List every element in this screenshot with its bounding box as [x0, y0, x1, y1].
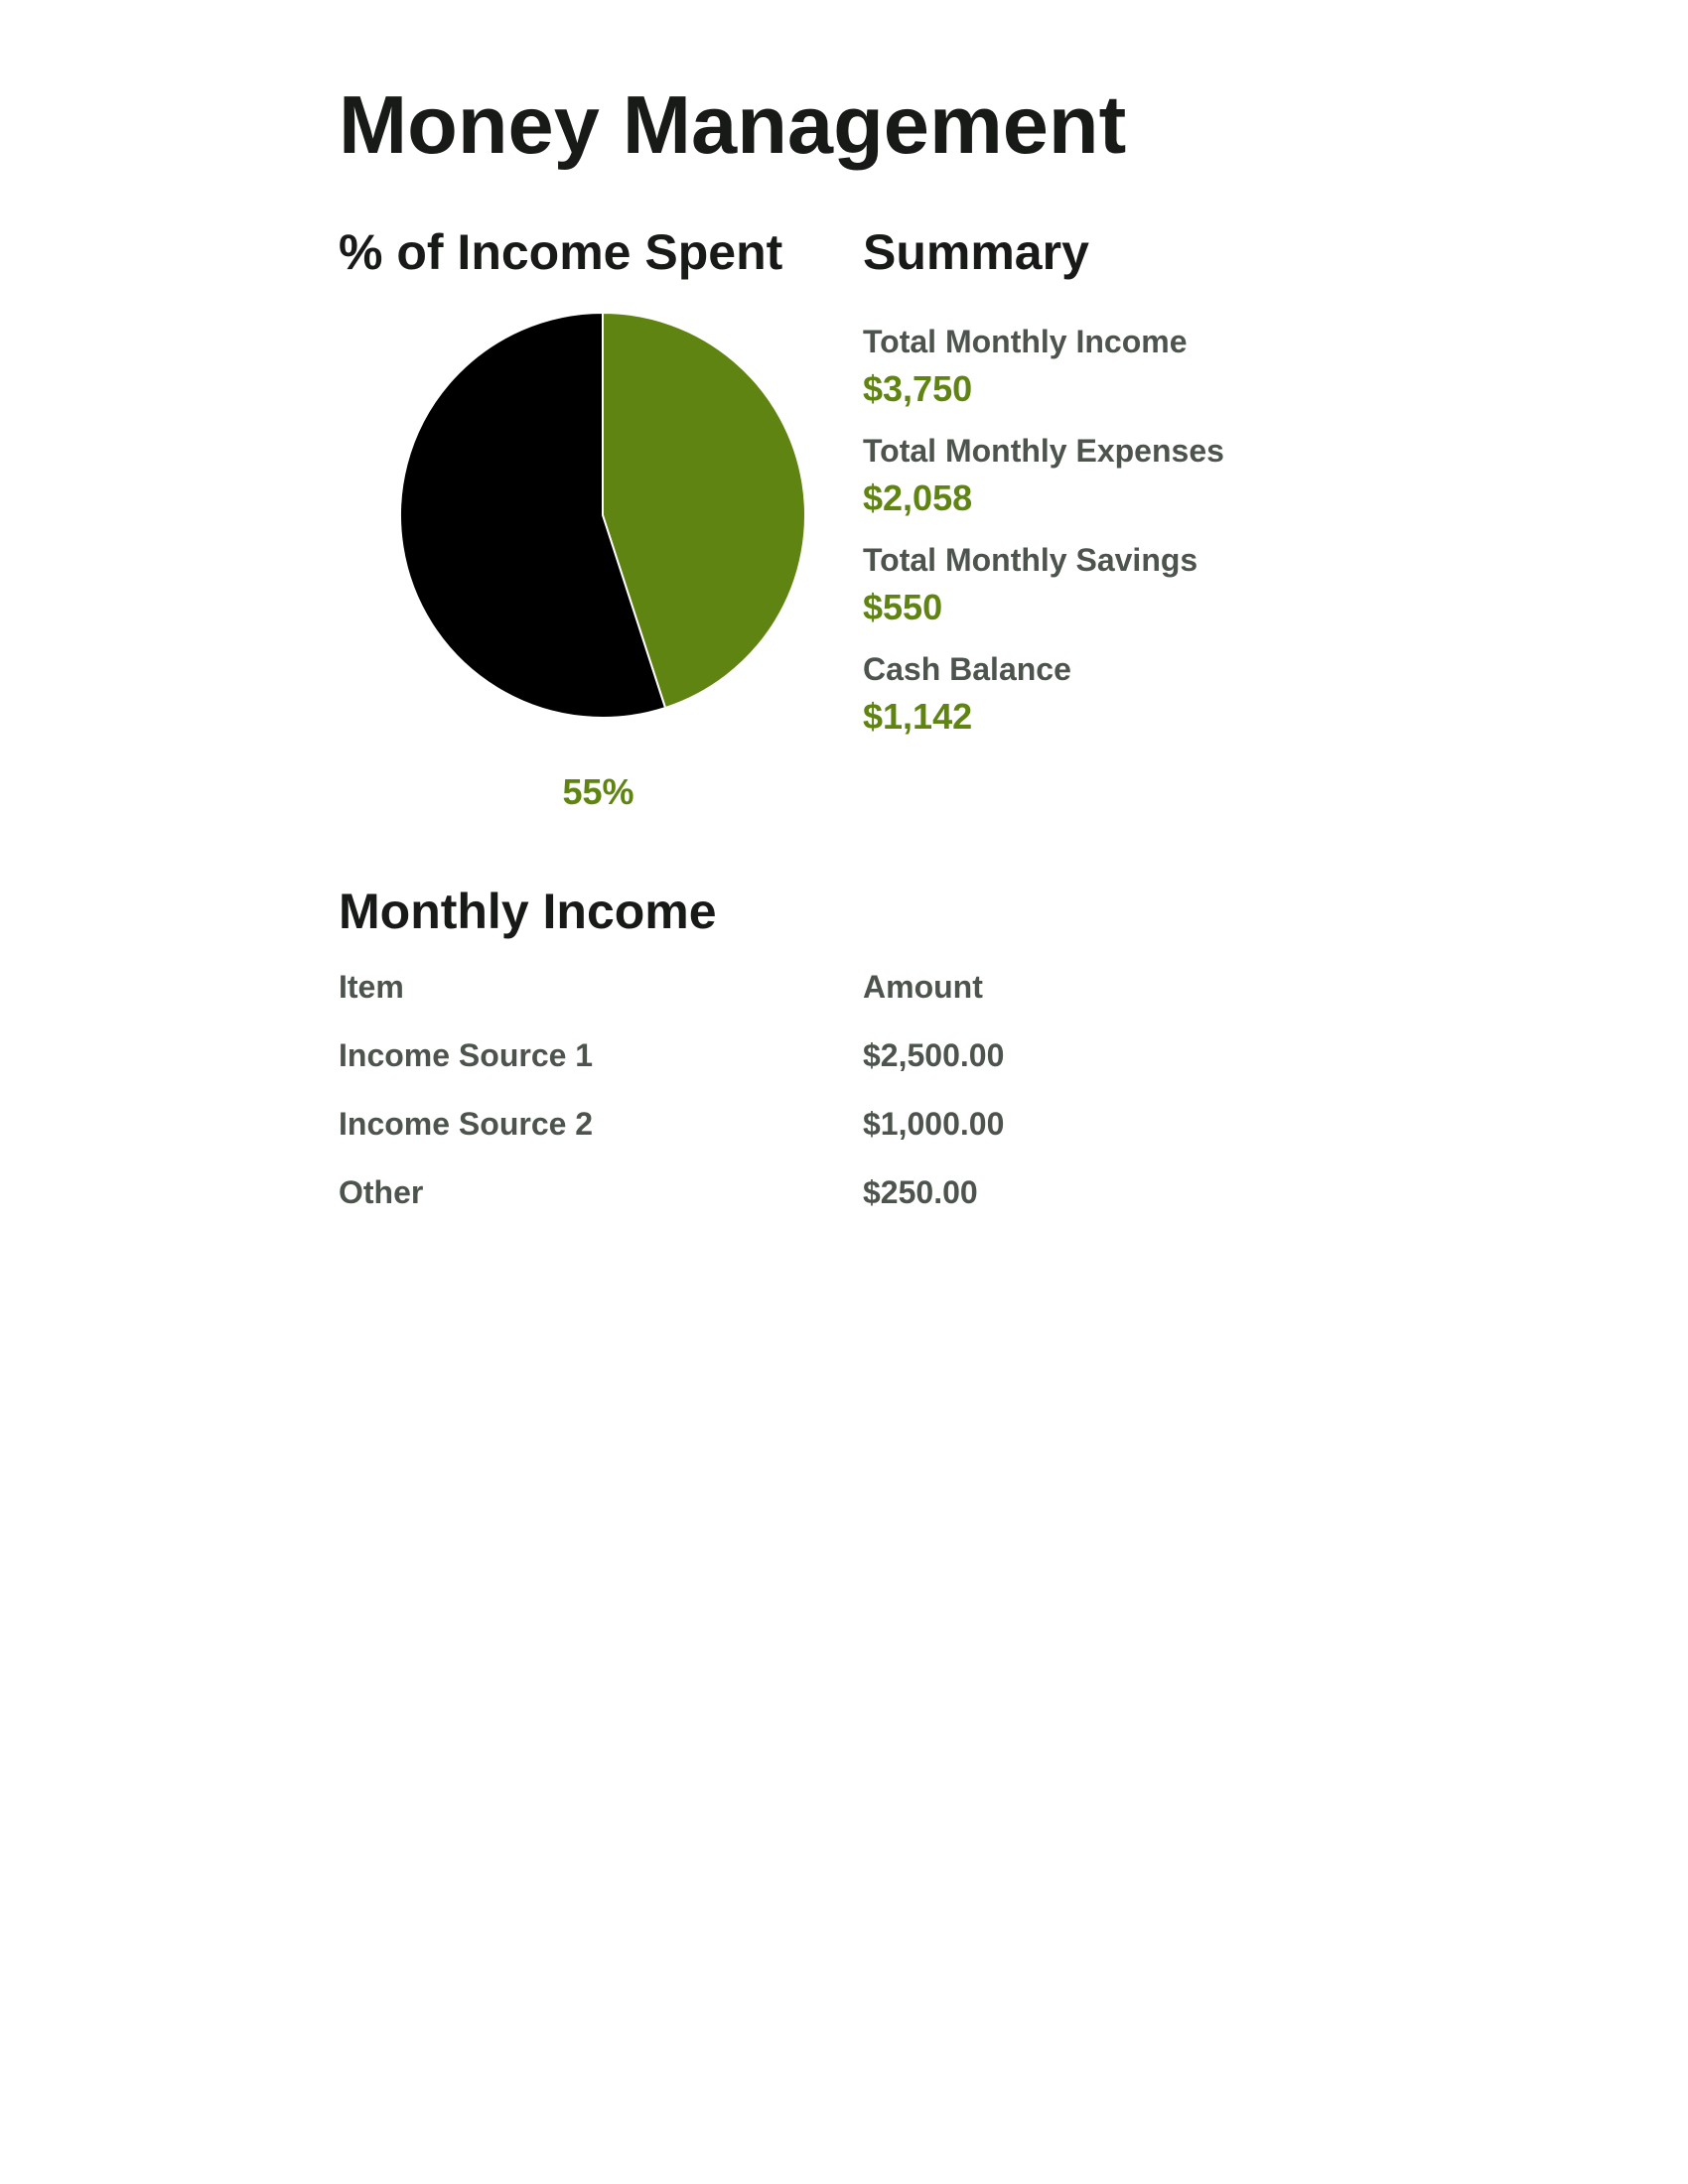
income-amount-cell: $250.00: [863, 1174, 978, 1210]
summary-heading: Summary: [863, 224, 1089, 280]
summary-label: Total Monthly Income: [863, 324, 1188, 359]
income-item-cell: Income Source 2: [339, 1106, 594, 1142]
monthly-income-heading: Monthly Income: [339, 884, 717, 939]
summary-label: Total Monthly Expenses: [863, 433, 1224, 469]
table-row: [339, 1108, 1381, 1176]
summary-value: $3,750: [863, 368, 973, 409]
summary-value: $2,058: [863, 478, 973, 518]
summary-label: Total Monthly Savings: [863, 542, 1198, 578]
table-row: [339, 1176, 1381, 1245]
table-header-row: [339, 971, 1381, 1039]
income-amount-cell: $1,000.00: [863, 1106, 1005, 1142]
summary-value: $1,142: [863, 696, 973, 737]
pie-chart-svg: [397, 310, 808, 721]
income-spent-pie-chart: [397, 310, 808, 721]
summary-list: [863, 326, 1419, 762]
summary-value: $550: [863, 587, 943, 627]
income-item-cell: Income Source 1: [339, 1037, 594, 1073]
column-header-item: Item: [339, 969, 404, 1005]
summary-label: Cash Balance: [863, 651, 1071, 687]
income-item-cell: Other: [339, 1174, 424, 1210]
summary-item-total-income: [863, 326, 1419, 407]
page-title: Money Management: [339, 78, 1127, 171]
pie-percent-label: 55%: [562, 771, 634, 812]
summary-item-cash-balance: [863, 653, 1419, 735]
summary-item-total-savings: [863, 544, 1419, 625]
table-row: [339, 1039, 1381, 1108]
pie-section-heading: % of Income Spent: [339, 224, 783, 280]
monthly-income-table: [339, 971, 1381, 1245]
summary-item-total-expenses: [863, 435, 1419, 516]
income-amount-cell: $2,500.00: [863, 1037, 1005, 1073]
column-header-amount: Amount: [863, 969, 983, 1005]
